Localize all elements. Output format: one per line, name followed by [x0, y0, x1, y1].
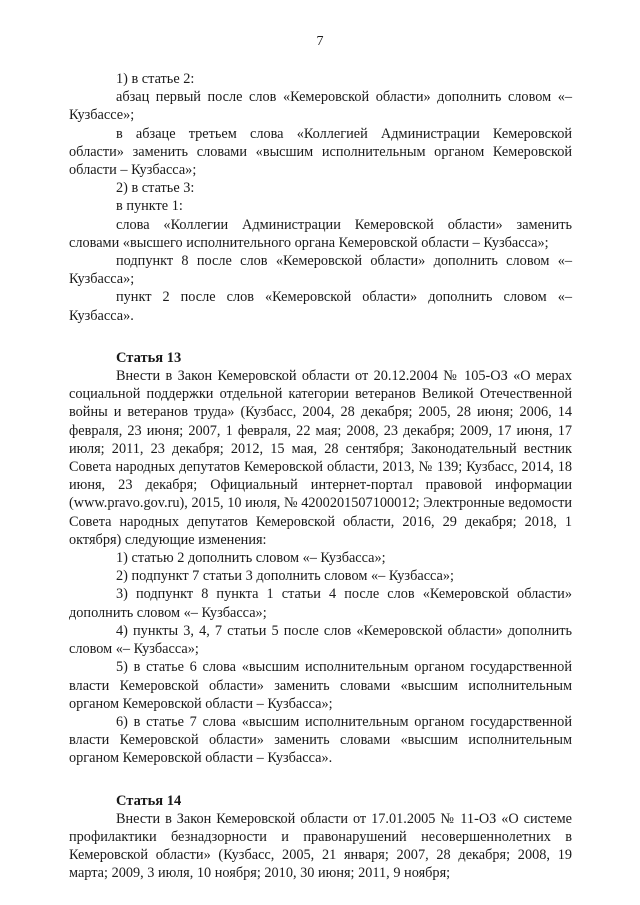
- paragraph: 2) подпункт 7 статьи 3 дополнить словом «– Кузбасса»;: [116, 568, 455, 585]
- article-heading: Статья 14: [116, 792, 182, 809]
- paragraph: Внести в Закон Кемеровской области от 17.01.2005 № 11-ОЗ «О системе профилактики безнадзорности и правонарушений несовершеннолетних в Кемеровской области» (Кузбасс, 2005, 21 января; 2007, 28 декабря; 2008, 19 марта; 2009, 3 июля, 10 ноября; 2010, 30 июня; 2011, 9 ноября;: [69, 810, 572, 882]
- paragraph: слова «Коллегии Администрации Кемеровской области» заменить словами «высшего исполнительного органа Кемеровской области – Кузбасса»;: [69, 216, 572, 251]
- paragraph: пункт 2 после слов «Кемеровской области» дополнить словом «– Кузбасса».: [69, 289, 572, 324]
- paragraph: в абзаце третьем слова «Коллегией Администрации Кемеровской области» заменить словами «высшим исполнительным органом Кемеровской области – Кузбасса»;: [69, 125, 572, 179]
- paragraph: 2) в статье 3:: [116, 180, 195, 197]
- paragraph: подпункт 8 после слов «Кемеровской области» дополнить словом «– Кузбасса»;: [69, 253, 572, 288]
- article-heading: Статья 13: [116, 349, 182, 366]
- paragraph: 1) статью 2 дополнить словом «– Кузбасса»;: [116, 550, 386, 567]
- paragraph: в пункте 1:: [116, 198, 183, 215]
- page-number: 7: [316, 34, 324, 49]
- document-body: [69, 70, 572, 883]
- paragraph: абзац первый после слов «Кемеровской области» дополнить словом «– Кузбассе»;: [69, 89, 572, 124]
- paragraph: Внести в Закон Кемеровской области от 20.12.2004 № 105-ОЗ «О мерах социальной поддержки отдельной категории ветеранов Великой Отечественной войны и ветеранов труда» (Кузбасс, 2004, 28 декабря; 2005, 28 июня; 2006, 14 февраля, 23 июня; 2007, 1 февраля, 22 мая; 2008, 23 декабря; 2009, 17 июня, 17 июля; 2011, 23 декабря; 2012, 15 мая, 28 сентября; Законодательный вестник Совета народных депутатов Кемеровской области, 2013, № 139; Кузбасс, 2014, 18 июня, 23 декабря; Официальный интернет-портал правовой информации (www.pravo.gov.ru), 2015, 10 июля, № 4200201507100012; Электронные ведомости Совета народных депутатов Кемеровской области, 2016, 29 декабря; 2018, 1 октября) следующие изменения:: [69, 368, 572, 548]
- paragraph: 6) в статье 7 слова «высшим исполнительным органом государственной власти Кемеровской области» заменить словами «высшим исполнительным органом Кемеровской области – Кузбасса».: [69, 713, 572, 767]
- paragraph: 1) в статье 2:: [116, 71, 195, 87]
- paragraph: 3) подпункт 8 пункта 1 статьи 4 после слов «Кемеровской области» дополнить словом «– Кузбасса»;: [69, 586, 572, 621]
- paragraph: 5) в статье 6 слова «высшим исполнительным органом государственной власти Кемеровской области» заменить словами «высшим исполнительным органом Кемеровской области – Кузбасса»;: [69, 659, 572, 712]
- paragraph: 4) пункты 3, 4, 7 статьи 5 после слов «Кемеровской области» дополнить словом «– Кузбасса»;: [69, 622, 572, 658]
